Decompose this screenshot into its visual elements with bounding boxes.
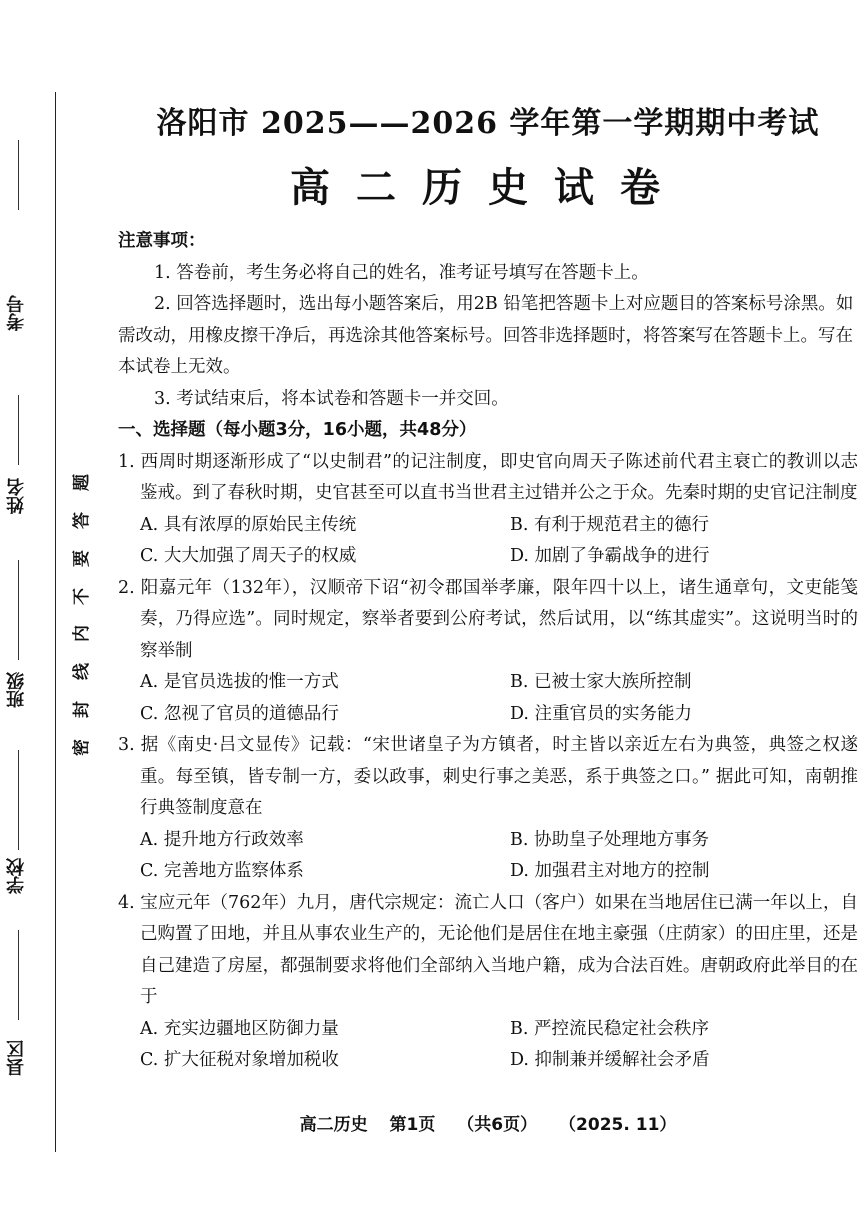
seal-char: 答 — [71, 511, 92, 529]
option-b: B. 协助皇子处理地方事务 — [510, 829, 709, 850]
footer-date: （2025. 11） — [559, 1115, 677, 1135]
option-c: C. 完善地方监察体系 — [140, 861, 304, 881]
exam-subtitle: 高二历史试卷 — [290, 165, 686, 211]
seal-char: 要 — [71, 549, 92, 567]
question-options — [118, 1014, 858, 1077]
name-label: 姓名 — [6, 478, 27, 514]
question-options — [118, 825, 858, 888]
footer-total: （共6页） — [457, 1115, 538, 1135]
class-label: 班级 — [6, 672, 27, 708]
name-underline — [18, 395, 19, 465]
exam-number-underline — [18, 140, 19, 210]
option-a: A. 具有浓厚的原始民主传统 — [140, 514, 357, 535]
district-label: 县区 — [6, 1040, 27, 1076]
school-underline — [18, 750, 19, 850]
seal-notice — [66, 470, 92, 760]
notice-heading: 注意事项： — [118, 231, 206, 251]
class-underline — [18, 560, 19, 660]
exam-body — [118, 226, 858, 1077]
question-options — [118, 510, 858, 573]
option-d: D. 注重官员的实务能力 — [510, 703, 693, 724]
option-c: C. 大大加强了周天子的权威 — [140, 546, 357, 566]
seal-line — [55, 92, 56, 1152]
district-underline — [18, 930, 19, 1020]
exam-title: 洛阳市 2025——2026 学年第一学期期中考试 — [156, 106, 820, 141]
option-d: D. 抑制兼并缓解社会矛盾 — [510, 1050, 710, 1070]
seal-char: 内 — [71, 625, 92, 643]
notice-item: 1. 答卷前，考生务必将自己的姓名，准考证号填写在答题卡上。 — [154, 262, 649, 283]
seal-char: 题 — [71, 474, 92, 491]
seal-char: 不 — [71, 587, 92, 605]
seal-char: 线 — [71, 663, 92, 681]
page-footer — [118, 1110, 858, 1135]
notice-item: 2. 回答选择题时，选出每小题答案后，用2B 铅笔把答题卡上对应题目的答案标号涂黑。如需改动，用橡皮擦干净后，再选涂其他答案标号。回答非选择题时，将答案写在答题卡上。写在本试卷上无效。 — [118, 294, 854, 377]
question-stem: 4. 宝应元年（762年）九月，唐代宗规定：流亡人口（客户）如果在当地居住已满一年以上，自己购置了田地，并且从事农业生产的，无论他们是居住在地主豪强（庄荫家）的田庄里，还是自己建造了房屋，都强制要求将他们全部纳入当地户籍，成为合法百姓。唐朝政府此举目的在于 — [118, 892, 858, 1007]
notice-item: 3. 考试结束后，将本试卷和答题卡一并交回。 — [154, 388, 509, 409]
option-b: B. 严控流民稳定社会秩序 — [510, 1018, 709, 1039]
option-b: B. 有利于规范君主的德行 — [510, 514, 709, 535]
option-a: A. 充实边疆地区防御力量 — [140, 1018, 339, 1039]
seal-char: 封 — [71, 701, 92, 719]
option-a: A. 是官员选拔的惟一方式 — [140, 672, 339, 692]
seal-char: 密 — [71, 738, 92, 756]
option-c: C. 扩大征税对象增加税收 — [140, 1050, 339, 1070]
option-b: B. 已被士家大族所控制 — [510, 672, 692, 692]
binding-margin — [0, 0, 110, 1227]
option-d: D. 加剧了争霸战争的进行 — [510, 546, 710, 566]
question-stem: 2. 阳嘉元年（132年），汉顺帝下诏“初令郡国举孝廉，限年四十以上，诸生通章句，文吏能笺奏，乃得应选”。同时规定，察举者要到公府考试，然后试用，以“练其虚实”。这说明当时的察举制 — [118, 577, 858, 661]
question-stem: 3. 据《南史·吕文显传》记载：“宋世诸皇子为方镇者，时主皆以亲近左右为典签，典签之权遂重。每至镇，皆专制一方，委以政事，刺史行事之美恶，系于典签之口。” 据此可知，南朝推行典签制度意在 — [118, 735, 858, 818]
footer-page: 第1页 — [389, 1115, 436, 1135]
option-a: A. 提升地方行政效率 — [140, 829, 304, 850]
section-heading: 一、选择题（每小题3分，16小题，共48分） — [118, 420, 477, 440]
footer-subject: 高二历史 — [299, 1115, 368, 1135]
question-options — [118, 667, 858, 730]
question-stem: 1. 西周时期逐渐形成了“以史制君”的记注制度，即史官向周天子陈述前代君主衰亡的教训以志鉴戒。到了春秋时期，史官甚至可以直书当世君主过错并公之于众。先秦时期的史官记注制度 — [118, 451, 858, 503]
exam-number-label: 考号 — [6, 295, 27, 331]
school-label: 学校 — [6, 858, 27, 894]
option-d: D. 加强君主对地方的控制 — [510, 861, 710, 881]
option-c: C. 忽视了官员的道德品行 — [140, 703, 339, 724]
